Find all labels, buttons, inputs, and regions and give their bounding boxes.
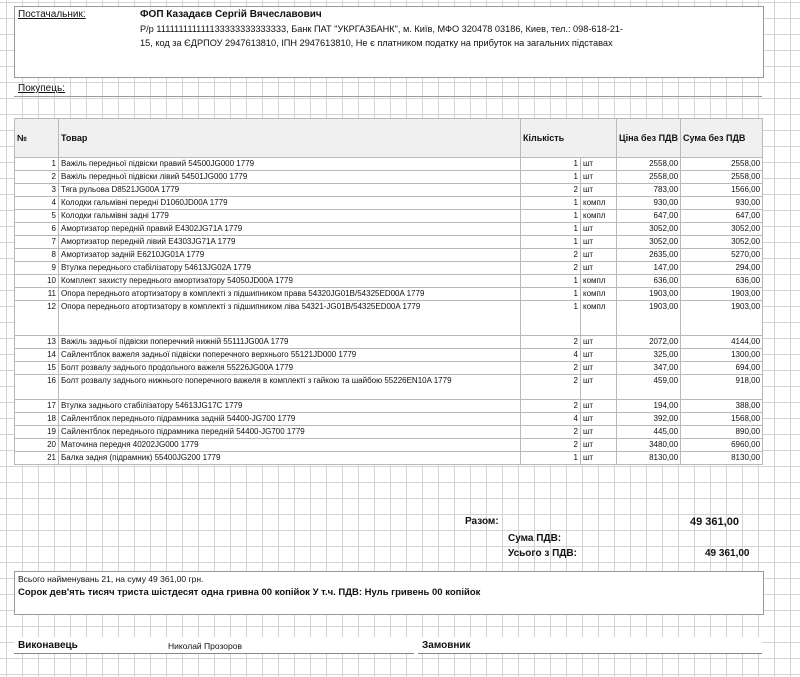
- header-sum: Сума без ПДВ: [681, 119, 763, 158]
- table-row: [15, 210, 763, 223]
- signature-row: [14, 637, 762, 653]
- row-number: 5: [15, 210, 59, 223]
- table-row: [15, 197, 763, 210]
- row-quantity: 1: [521, 210, 581, 223]
- row-sum: 918,00: [681, 375, 763, 400]
- row-quantity: 2: [521, 184, 581, 197]
- table-row: [15, 375, 763, 400]
- row-number: 8: [15, 249, 59, 262]
- table-row: [15, 223, 763, 236]
- header-num: №: [15, 119, 59, 158]
- customer-label: Замовник: [422, 640, 471, 651]
- total-with-vat-value: 49 361,00: [705, 548, 750, 559]
- executor-name: Николай Прозоров: [168, 641, 243, 651]
- row-item-name: Колодки гальмівні задні 1779: [59, 210, 521, 223]
- row-item-name: Важіль передньої підвіски правий 54500JG000 1779: [59, 158, 521, 171]
- row-sum: 647,00: [681, 210, 763, 223]
- row-price: 1903,00: [617, 301, 681, 336]
- row-unit: шт: [581, 171, 617, 184]
- row-sum: 1300,00: [681, 349, 763, 362]
- row-unit: шт: [581, 439, 617, 452]
- row-sum: 388,00: [681, 400, 763, 413]
- row-sum: 3052,00: [681, 223, 763, 236]
- row-unit: шт: [581, 362, 617, 375]
- row-item-name: Сайлентблок переднього підрамника задній 54400-JG700 1779: [59, 413, 521, 426]
- row-number: 15: [15, 362, 59, 375]
- row-price: 647,00: [617, 210, 681, 223]
- row-quantity: 2: [521, 336, 581, 349]
- row-unit: шт: [581, 158, 617, 171]
- row-quantity: 2: [521, 400, 581, 413]
- row-item-name: Опора переднього атортизатору в комплекті з підшипником права 54320JG01B/54325ED00A 1779: [59, 288, 521, 301]
- table-row: [15, 452, 763, 465]
- buyer-section: [14, 81, 762, 97]
- row-number: 20: [15, 439, 59, 452]
- table-row: [15, 275, 763, 288]
- row-price: 445,00: [617, 426, 681, 439]
- row-price: 3052,00: [617, 223, 681, 236]
- row-sum: 2558,00: [681, 158, 763, 171]
- row-unit: компл: [581, 301, 617, 336]
- row-unit: компл: [581, 197, 617, 210]
- row-quantity: 1: [521, 197, 581, 210]
- row-quantity: 2: [521, 362, 581, 375]
- row-quantity: 1: [521, 452, 581, 465]
- row-sum: 5270,00: [681, 249, 763, 262]
- row-number: 17: [15, 400, 59, 413]
- row-number: 6: [15, 223, 59, 236]
- vat-label: Сума ПДВ:: [508, 533, 562, 544]
- row-sum: 890,00: [681, 426, 763, 439]
- row-unit: шт: [581, 223, 617, 236]
- row-quantity: 2: [521, 375, 581, 400]
- row-number: 16: [15, 375, 59, 400]
- row-unit: шт: [581, 375, 617, 400]
- row-price: 147,00: [617, 262, 681, 275]
- row-quantity: 1: [521, 171, 581, 184]
- row-unit: шт: [581, 452, 617, 465]
- row-price: 1903,00: [617, 288, 681, 301]
- row-price: 459,00: [617, 375, 681, 400]
- table-row: [15, 413, 763, 426]
- table-row: [15, 171, 763, 184]
- items-count-line: Всього найменувань 21, на суму 49 361,00 грн.: [18, 574, 204, 584]
- row-unit: шт: [581, 249, 617, 262]
- row-price: 3052,00: [617, 236, 681, 249]
- row-item-name: Втулка переднього стабілізатору 54613JG02A 1779: [59, 262, 521, 275]
- row-sum: 1903,00: [681, 288, 763, 301]
- row-quantity: 1: [521, 223, 581, 236]
- row-unit: шт: [581, 426, 617, 439]
- supplier-name: ФОП Казадаєв Сергій Вячеславович: [140, 9, 322, 20]
- row-unit: шт: [581, 336, 617, 349]
- row-unit: шт: [581, 400, 617, 413]
- table-row: [15, 336, 763, 349]
- row-number: 4: [15, 197, 59, 210]
- row-price: 636,00: [617, 275, 681, 288]
- row-number: 2: [15, 171, 59, 184]
- table-row: [15, 262, 763, 275]
- row-item-name: Маточина передня 40202JG000 1779: [59, 439, 521, 452]
- row-price: 3480,00: [617, 439, 681, 452]
- row-quantity: 4: [521, 413, 581, 426]
- row-sum: 6960,00: [681, 439, 763, 452]
- row-sum: 2558,00: [681, 171, 763, 184]
- row-item-name: Комплект захисту переднього амортизатору 54050JD00A 1779: [59, 275, 521, 288]
- row-price: 347,00: [617, 362, 681, 375]
- row-number: 18: [15, 413, 59, 426]
- table-header-row: [15, 119, 763, 158]
- items-table: [14, 118, 763, 465]
- row-number: 3: [15, 184, 59, 197]
- row-quantity: 2: [521, 439, 581, 452]
- row-sum: 8130,00: [681, 452, 763, 465]
- row-price: 8130,00: [617, 452, 681, 465]
- row-sum: 1568,00: [681, 413, 763, 426]
- buyer-label: Покупець:: [18, 83, 65, 94]
- row-unit: шт: [581, 262, 617, 275]
- row-quantity: 2: [521, 249, 581, 262]
- supplier-details-line2: 15, код за ЄДРПОУ 2947613810, ІПН 2947613810, Не є платником податку на прибуток на загальних підставах: [140, 38, 613, 48]
- table-row: [15, 236, 763, 249]
- row-number: 1: [15, 158, 59, 171]
- header-item: Товар: [59, 119, 521, 158]
- row-item-name: Сайлентблок важеля задньої підвіски поперечного верхнього 55121JD000 1779: [59, 349, 521, 362]
- row-number: 12: [15, 301, 59, 336]
- header-price: Ціна без ПДВ: [617, 119, 681, 158]
- row-item-name: Колодки гальмівні передні D1060JD00A 1779: [59, 197, 521, 210]
- row-sum: 694,00: [681, 362, 763, 375]
- row-sum: 1903,00: [681, 301, 763, 336]
- row-price: 930,00: [617, 197, 681, 210]
- row-number: 14: [15, 349, 59, 362]
- row-quantity: 1: [521, 288, 581, 301]
- row-item-name: Сайлентблок переднього підрамника передній 54400-JG700 1779: [59, 426, 521, 439]
- table-row: [15, 288, 763, 301]
- row-unit: компл: [581, 275, 617, 288]
- table-row: [15, 349, 763, 362]
- total-with-vat-label: Усього з ПДВ:: [508, 548, 577, 559]
- row-sum: 636,00: [681, 275, 763, 288]
- razom-value: 49 361,00: [690, 516, 739, 528]
- row-number: 19: [15, 426, 59, 439]
- row-item-name: Балка задня (підрамник) 55400JG200 1779: [59, 452, 521, 465]
- row-quantity: 1: [521, 158, 581, 171]
- table-row: [15, 426, 763, 439]
- row-unit: шт: [581, 413, 617, 426]
- row-sum: 4144,00: [681, 336, 763, 349]
- table-row: [15, 362, 763, 375]
- row-price: 2558,00: [617, 158, 681, 171]
- row-price: 194,00: [617, 400, 681, 413]
- row-price: 2558,00: [617, 171, 681, 184]
- table-row: [15, 301, 763, 336]
- executor-signature-line: [14, 653, 414, 654]
- table-row: [15, 400, 763, 413]
- row-unit: компл: [581, 288, 617, 301]
- row-quantity: 2: [521, 262, 581, 275]
- row-item-name: Амортизатор передній лівий E4303JG71A 1779: [59, 236, 521, 249]
- row-number: 9: [15, 262, 59, 275]
- row-price: 392,00: [617, 413, 681, 426]
- row-quantity: 1: [521, 301, 581, 336]
- supplier-details-line1: Р/р 111111111111133333333333333, Банк ПАТ "УКРГАЗБАНК", м. Київ, МФО 320478 03186, Киев, тел.: 098-618-21-: [140, 24, 624, 34]
- row-item-name: Болт розвалу заднього продольного важеля 55226JG00A 1779: [59, 362, 521, 375]
- row-price: 783,00: [617, 184, 681, 197]
- table-row: [15, 158, 763, 171]
- row-sum: 3052,00: [681, 236, 763, 249]
- table-row: [15, 184, 763, 197]
- row-number: 21: [15, 452, 59, 465]
- row-sum: 930,00: [681, 197, 763, 210]
- amount-in-words: Сорок дев'ять тисяч триста шістдесят одна гривна 00 копійок У т.ч. ПДВ: Нуль гривень 00 копійок: [18, 587, 481, 598]
- row-quantity: 1: [521, 275, 581, 288]
- executor-label: Виконавець: [18, 640, 78, 651]
- row-unit: шт: [581, 236, 617, 249]
- row-item-name: Важіль задньої підвіски поперечний нижній 55111JG00A 1779: [59, 336, 521, 349]
- row-item-name: Опора переднього атортизатору в комплекті з підшипником ліва 54321-JG01B/54325ED00A 1779: [59, 301, 521, 336]
- row-quantity: 4: [521, 349, 581, 362]
- table-row: [15, 439, 763, 452]
- row-sum: 1566,00: [681, 184, 763, 197]
- row-item-name: Важіль передньої підвіски лівий 54501JG000 1779: [59, 171, 521, 184]
- supplier-label: Постачальник:: [18, 9, 86, 20]
- row-unit: компл: [581, 210, 617, 223]
- row-price: 2635,00: [617, 249, 681, 262]
- table-row: [15, 249, 763, 262]
- row-sum: 294,00: [681, 262, 763, 275]
- row-number: 13: [15, 336, 59, 349]
- row-item-name: Втулка заднього стабілізатору 54613JG17C 1779: [59, 400, 521, 413]
- razom-label: Разом:: [465, 516, 499, 527]
- row-number: 10: [15, 275, 59, 288]
- row-number: 7: [15, 236, 59, 249]
- row-price: 325,00: [617, 349, 681, 362]
- row-number: 11: [15, 288, 59, 301]
- row-unit: шт: [581, 184, 617, 197]
- row-price: 2072,00: [617, 336, 681, 349]
- row-item-name: Болт розвалу заднього нижнього поперечного важеля в комплекті з гайкою та шайбою 55226EN10A 1779: [59, 375, 521, 400]
- row-item-name: Амортизатор задній E6210JG01A 1779: [59, 249, 521, 262]
- row-quantity: 1: [521, 236, 581, 249]
- customer-signature-line: [418, 653, 762, 654]
- row-unit: шт: [581, 349, 617, 362]
- row-item-name: Тяга рульова D8521JG00A 1779: [59, 184, 521, 197]
- row-item-name: Амортизатор передній правий E4302JG71A 1779: [59, 223, 521, 236]
- row-quantity: 2: [521, 426, 581, 439]
- header-qty: Кількість: [521, 119, 617, 158]
